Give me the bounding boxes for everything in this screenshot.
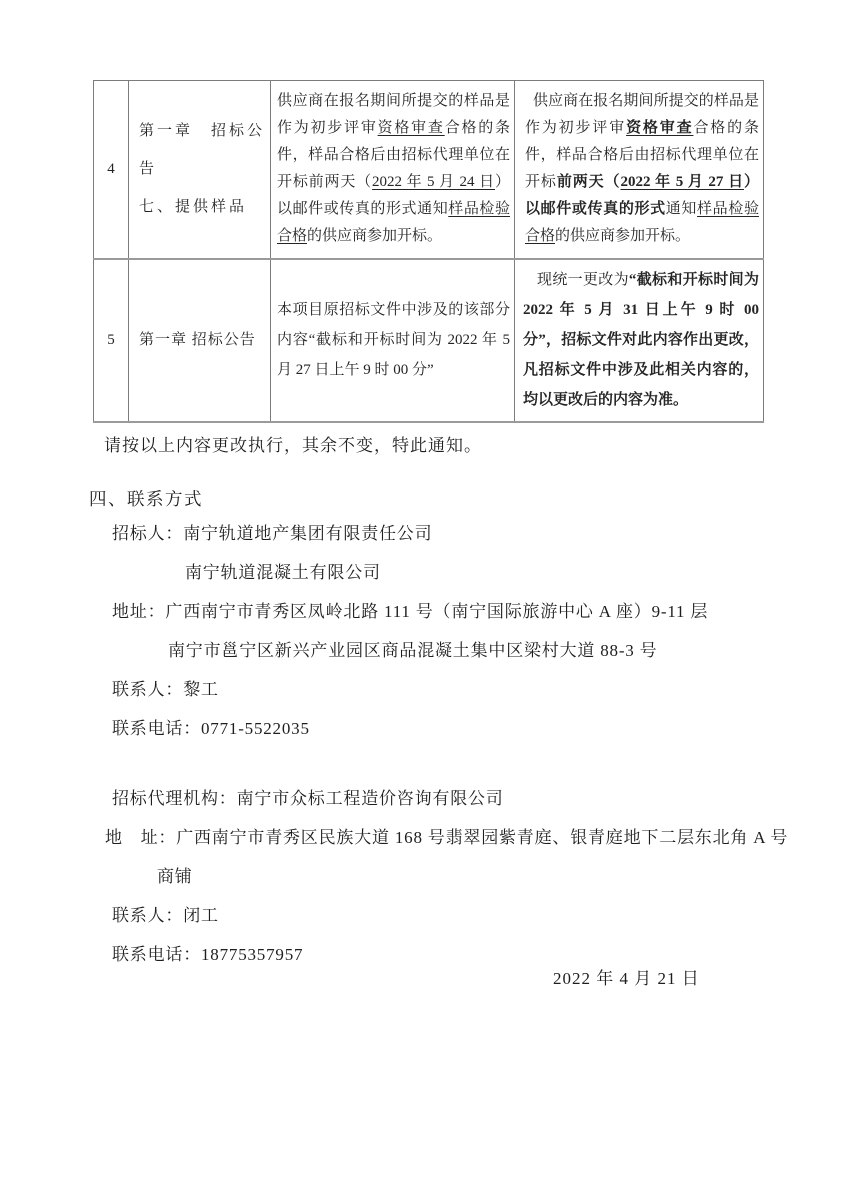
text-segment: 样品检验 — [448, 201, 510, 218]
text-segment: 2022 年 5 月 27 日 — [620, 174, 744, 191]
contact-line: 南宁轨道混凝土有限公司 — [185, 563, 381, 582]
section-chapter-label: 第一章 招标公告 — [139, 123, 266, 178]
row-number-cell: 5 — [94, 259, 129, 422]
section-cell — [129, 81, 271, 259]
contact-line: 联系电话：0771-5522035 — [112, 719, 310, 738]
text-segment: 供应商在报名期间所提交的样品是作为初步评审 — [277, 93, 510, 137]
section-cell — [129, 259, 271, 422]
text-segment: 合格的条件，样品合格后由招标代理单位在开标前两天（ — [277, 120, 510, 191]
text-segment: ）以邮件或传真的形式通知 — [277, 174, 510, 218]
text-segment: 合格的条件，样品合格后由招标代理单位在开标 — [525, 120, 759, 191]
text-segment: 的供应商参加开标。 — [555, 228, 691, 245]
doc-date: 2022 年 4 月 21 日 — [553, 969, 700, 988]
contact-line: 联系电话：18775357957 — [112, 945, 304, 964]
text-segment: 的供应商参加开标。 — [307, 228, 443, 245]
text-segment: 招标文件对此内容作出更改，凡招标文件中涉及此相关内容的，均以更改后的内容为准。 — [523, 332, 759, 408]
contact-line: 招标代理机构：南宁市众标工程造价咨询有限公司 — [112, 789, 504, 808]
contact-line: 联系人：黎工 — [112, 680, 219, 699]
text-segment: 2022 年 5 月 24 日 — [372, 174, 495, 191]
original-content-cell — [271, 259, 515, 422]
revised-content-cell — [515, 81, 764, 259]
text-segment: 合格 — [277, 228, 308, 245]
contact-list — [88, 514, 788, 974]
row-number-cell: 4 — [94, 81, 129, 259]
table-row-5 — [94, 259, 764, 422]
text-segment: ）以邮件或传真的形式 — [525, 174, 759, 218]
original-content-cell — [271, 81, 515, 259]
contact-line: 招标人：南宁轨道地产集团有限责任公司 — [112, 524, 433, 543]
text-segment: 资格审查 — [377, 120, 445, 137]
text-segment: 前两天（ — [556, 174, 621, 191]
blank-line — [88, 748, 788, 779]
text-segment: 供应商在报名期间所提交的样品是作为初步评审 — [525, 93, 759, 137]
closing-note: 请按以上内容更改执行，其余不变，特此通知。 — [104, 436, 482, 455]
text-segment: 本项目原招标文件中涉及的该部分内容“截标和开标时间为 2022 年 5 月 27 日上午 9 时 00 分” — [277, 302, 510, 378]
text-segment: “截标和开标时间为 2022 年 5 月 31 日上午 9 时 00 分”， — [523, 272, 759, 348]
contact-line: 联系人：闭工 — [112, 906, 219, 925]
section-item-label: 七、提供样品 — [139, 199, 248, 216]
contact-section-title: 四、联系方式 — [89, 489, 203, 509]
text-segment: 资格审查 — [626, 120, 694, 137]
contact-line: 地址：广西南宁市青秀区凤岭北路 111 号（南宁国际旅游中心 A 座）9-11 层 — [112, 602, 709, 621]
revised-content-cell — [515, 259, 764, 422]
table-row-4 — [94, 81, 764, 259]
contact-line: 商铺 — [157, 867, 193, 886]
contact-line: 南宁市邕宁区新兴产业园区商品混凝土集中区梁村大道 88-3 号 — [168, 641, 658, 660]
text-segment: 现统一更改为 — [537, 272, 629, 288]
text-segment: 通知 — [665, 201, 698, 218]
text-segment: 样品检验合格 — [525, 201, 759, 245]
section-chapter-label: 第一章 招标公告 — [139, 332, 256, 348]
contact-line: 地 址：广西南宁市青秀区民族大道 168 号翡翠园紫青庭、银青庭地下二层东北角 A 号 — [105, 828, 789, 847]
change-table — [93, 80, 764, 423]
